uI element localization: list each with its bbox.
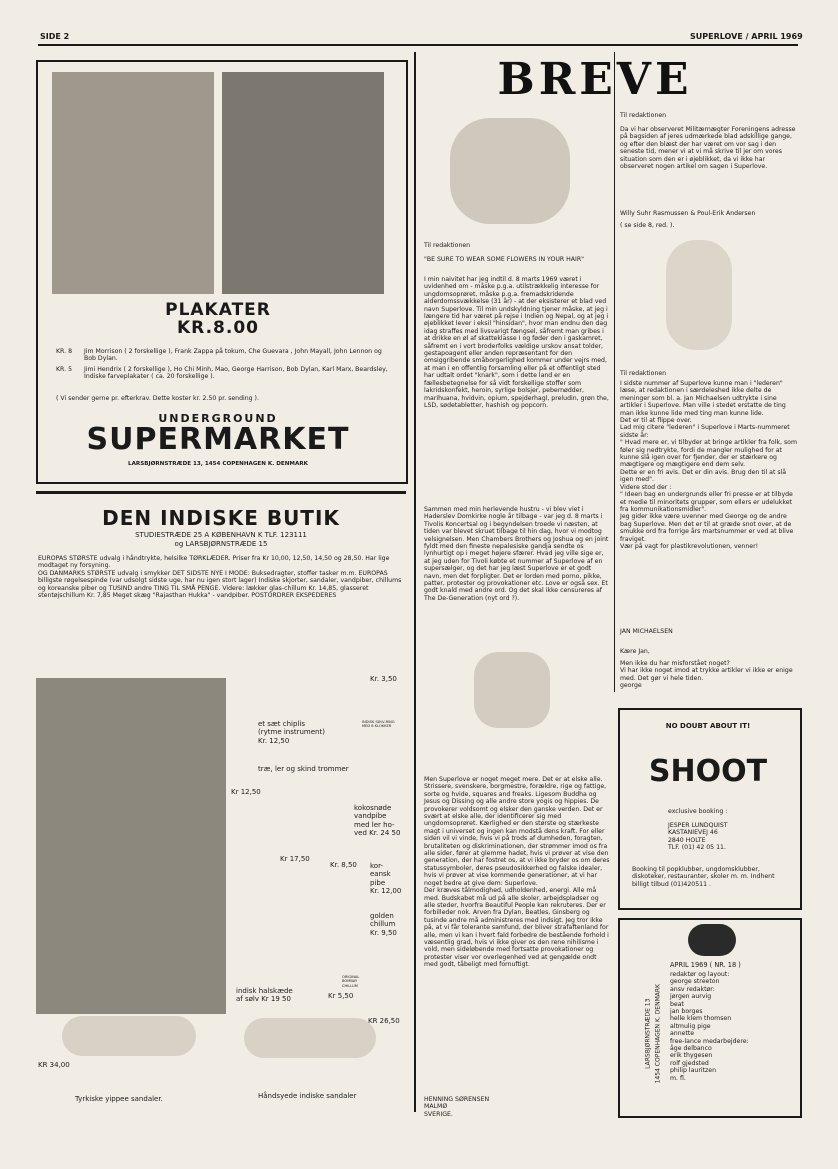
shoot-note: Booking til popklubber, ungdomsklubber, diskoteker, restauranter, skoler m. m. Indhent billigt tilbud (01)420511 . [632, 866, 775, 888]
price-kr1750: Kr 17,50 [280, 855, 310, 863]
page-number: SIDE 2 [40, 32, 70, 41]
price-kr3400: KR 34,00 [38, 1061, 70, 1069]
butik-body: EUROPAS STØRSTE udvalg i håndtrykte, helsilke TØRKLÆDER. Priser fra Kr 10,00, 12,50, 14,50 og 28,50. Har lige modtaget ny forsyning. OG DANMARKS STØRSTE udvalg i smykker DET SIDSTE NYE I MODE: Buksedragter, stoffer tasker m.m. EUROPAS billigste røgelsespinde (var udsolgt sidste uge, har nu igen stort lager) Indiske skjorter, sandaler, vandpiber, chillums og koreanske piber og TUSIND andre TING TIL SMÅ PENGE. Videre: lækker glas-chillum Kr. 14,85, glasseret stentøjschillum Kr. 7,85 Meget skæg "Rajasthan Hukka" - vandpiber. POSTORDRER EKSPEDERES [38, 555, 402, 600]
supermarket-logo: SUPERMARKET [86, 422, 350, 457]
sandal-illustration [62, 1016, 196, 1056]
butik-rule [36, 491, 406, 494]
colophon-address-2: 1454 COPENHAGEN K. DENMARK [654, 984, 662, 1084]
butik-address: STUDIESTRÆDE 25 A KØBENHAVN K TLF. 123111 [135, 531, 307, 539]
chiplis-label: et sæt chiplis (rytme instrument) Kr. 12,50 [258, 720, 325, 745]
underground-label: UNDERGROUND [158, 412, 278, 425]
letter3-sign: JAN MICHAELSEN [620, 628, 673, 635]
hatted-figure-illustration [450, 118, 570, 224]
tyrkiske-label: Tyrkiske yippee sandaler. [75, 1095, 163, 1103]
price-kr1250: Kr 12,50 [231, 788, 261, 796]
jim-morrison-photo [52, 72, 214, 294]
haandsyede-label: Håndsyede indiske sandaler [258, 1092, 357, 1100]
superlove-logo [688, 924, 736, 956]
issue-header: SUPERLOVE / APRIL 1969 [690, 32, 803, 41]
price-kr2650: KR 26,50 [368, 1017, 400, 1025]
reply-body: Men ikke du har misforstået noget? Vi har ikke noget imod at trykke artikler vi ikke er enige med. Det gør vi hele tiden. george [620, 660, 793, 690]
sandal-illustration [244, 1018, 376, 1058]
letter2-sign: HENNING SØRENSEN MALMØ SVERIGE. [424, 1096, 490, 1118]
colophon-staff: redaktør og layout: george streeton ansv redaktør: jørgen aurvig beat jan borges helle klem thomsen altmulig pige annette free-lance medarbejdere: åge delbanco erik thygesen rolf gjedsted philip lauritzen m. fl. [670, 971, 749, 1082]
shoot-booking: exclusive booking : [668, 808, 728, 815]
breve-masthead: BREVE [497, 54, 693, 105]
letter3-body: I sidste nummer af Superlove kunne man i "lederen" læse, at redaktionen i særdeleshed ikke delte de meninger som bl. a. Jan Michaelsen udtrykte i sine artikler i Superlove. Man ville i stedet erstatte de ting man ikke kunne lide med ting man kunne lide. Det er til at flippe over. Lad mig citere "lederen" i Superlove i Marts-nummeret sidste år: " Hvad mere er, vi tilbyder at bringe artikler fra folk, som føler sig nedtrykte, fordi de mangler mulighed for at kunne slå igen over for fjender, der er stærkere og mægtigere og mægtigere end dem selv. Dette er en fri avis. Det er din avis. Brug den til at slå igen med". Videre stod der : " Ideen bag en undergrunds eller fri presse er at tilbyde et medie til minoritets grupper, som ellers er udelukket fra kommunikationsmidler". Jeg gider ikke være uvenner med George og de andre bag Superlove. Men det er til at græde snot over, at de smukke ord fra forrige års martsnummer er ved at blive fraviget. Vær på vagt for plastikrevolutionen, venner! [620, 380, 797, 550]
model-photo [36, 678, 226, 1014]
plakater-title: PLAKATER [165, 300, 271, 320]
bear-balloon-illustration [666, 240, 732, 350]
bombay-label: ORIGINAL BOMBAY CHILLUM [342, 975, 360, 988]
column-divider-right [614, 52, 615, 692]
letter2-body-3: Men Superlove er noget meget mere. Det er at elske alle. Strissere, svenskere, borgmestre, forældre, rige og fattige, sorte og hvide, squares and freaks. Ligesom Buddha og Jesus og Dissing og alle andre store yogis og hippies. De provokerer voldsomt og elsker den ganske verden. Det er svært at elske alle, der identificerer sig med ungdomsoprøret. Kærlighed er den største og stærkeste magt i universet og ingen kan modstå dens kraft. For eller siden vil vi vinde, hvis vi på trods af dumheden, foragten, brutaliteten og diskriminationen, der strømmer imod os fra alle sider, fører at glemme hadet, hvis vi prøver at vise den generation, der har fostret os, at vi ikke bryder os om deres statussymboler, deres pseudosikkerhed og falske idealer, hvis vi prøver at vise kommende generationer, at vi har noget bedre at give dem: Superlove. Der kræves tålmodighed, udholdenhed, energi. Alle må med. Budskabet må ud på alle skoler, arbejdspladser og alle steder, hvorfra Beautiful People kan rekruteres. Der er forbilleder nok. Arven fra Dylan, Beatles, Ginsberg og tusinde andre må administreres med indsigt. Jeg tror ikke på, at vi får tolerante samfund, der bliver strafaftenland for alle, men vi kan i hvert fald forbedre de bestående forhold i væsentlig grad, hvis vi ikke giver os den rene nihilisme i vold, men sideløbende med fortsatte provokationer og protester viser vor overlegenhed ved at gengælde ondt med godt, tåbeligt med fornuftigt. [424, 776, 610, 969]
colophon-address: LARSBJØRNSTRÆDE 13 [644, 998, 652, 1069]
plakater-item-text: Jimi Hendrix ( 2 forskellige ), Ho Chi Minh, Mao, George Harrison, Bob Dylan, Karl Marx, Beardsley, Indiske farveplakater ( ca. 20 forskellige ). [84, 366, 388, 381]
archer-illustration [474, 652, 550, 728]
supermarket-address: LARSBJØRNSTRÆDE 13, 1454 COPENHAGEN K. DENMARK [128, 461, 308, 467]
letter1-to: Til redaktionen [620, 112, 667, 119]
price-kr550: Kr 5,50 [328, 992, 354, 1000]
column-divider [414, 52, 416, 1112]
plakater-item-text: Jim Morrison ( 2 forskellige ), Frank Zappa på tokum, Che Guevara , John Mayall, John Lennon og Bob Dylan. [84, 348, 382, 363]
butik-address-2: og LARSBJØRNSTRÆDE 15 [174, 540, 268, 548]
golden-label: golden chillum Kr. 9,50 [370, 912, 397, 937]
colophon-issue: APRIL 1969 ( NR. 18 ) [670, 961, 741, 969]
trommer-label: træ, ler og skind trommer [258, 765, 349, 773]
letter2-body-2: Sammen med min herlevende hustru - vi blev viet i Haderslev Domkirke nogle år tilbage - var jeg d. 8 marts i Tivolis Koncertsal og i begyndelsen troede vi næsten, at tiden var blevet skruet tilbage til hin dag, hvor vi modtog velsignelsen. Men Chambers Brothers og Joshua og en joint fyldt med den fineste nepalesiske gandja sendte os lynhurtigt op i meget højere sfærer. Hvad jeg ville sige er, at jeg uden for Tivoli købte et nummer af Superlove af en supersælger, og det har jeg læst Superlove er et godt navn, men det forpligter. Det er lorden med porno, pikke, patter, protester og provokationer etc. Love er også sex. Et godt knald med andre ord. Og det skal ikke censureres af The De-Generation (nyt ord ?). [424, 506, 609, 602]
butik-title: DEN INDISKE BUTIK [102, 506, 340, 530]
reply-greeting: Kære Jan, [620, 648, 650, 655]
portrait-photo [222, 72, 384, 294]
letter2-to: Til redaktionen [424, 242, 471, 249]
shoot-address: JESPER LUNDQUIST KASTANIEVEJ 46 2840 HOLTE TLF. (01) 42 05 11. [668, 822, 728, 852]
price-kr850: Kr. 8,50 [330, 861, 357, 869]
header-rule [38, 44, 798, 46]
letter1-body: Da vi har observeret Militærnægter Foreningens adresse på bagsiden af jeres udmærkede blad adskillige gange, og efter den blæst der har været om vor sag i den seneste tid, mener vi at vi må skrive til jer om vores situation som den er i øjeblikket, da vi ikke har observeret nogen artikel om sagen i Superlove. [620, 126, 796, 171]
klokker-label: INDISK SØLV-RING MED 8 KLOKKER [362, 720, 395, 729]
letter1-sign: Willy Suhr Rasmussen & Poul-Erik Andersen [620, 210, 756, 217]
price-kr350: Kr. 3,50 [370, 675, 397, 683]
letter2-subject: "BE SURE TO WEAR SOME FLOWERS IN YOUR HAIR" [424, 256, 585, 263]
letter1-ref: ( se side 8, red. ). [620, 222, 675, 229]
letter3-to: Til redaktionen [620, 370, 667, 377]
plakater-item-code: KR. 5 [56, 366, 73, 373]
shoot-title: SHOOT [648, 754, 768, 789]
plakater-note: ( Vi sender gerne pr. efterkrav. Dette koster kr. 2.50 pr. sending ). [56, 395, 259, 402]
shoot-tagline: NO DOUBT ABOUT IT! [665, 722, 751, 730]
letter2-body: I min naivitet har jeg indtil d. 8 marts 1969 været i uvidenhed om - måske p.g.a. utilstrækkelig interesse for ungdomsoprøret, måske p.g.a. fremadskridende alderdomssvækkelse (31 år) - at der eksisterer et blad ved navn Superlove. Til min undskyldning tjener måske, at jeg i længere tid har været på rejse i Indien og Nepal, og at jeg i øjeblikket lever i eksil "hinsidan", hvor man endnu den dag idag straffes med livsvarigt fængsel, såfremt man gribes i at drikke en øl af skatteklasse I og føder den i gaskamret, såfremt en i vort broderfolks vældige urskov ansat tolder, gestapoagent eller anden repræsentant for den omsiggribende småborgerlighed kommer under vejrs med, at man i en offentlig forsamling eller på et offentligt sted har udtalt ordet "knark", som i dette land er en fællesbetegnelse for så vidt forskellige stoffer som lakridskonfekt, heroin, syrlige bolsjer, pebernødder, marihuana, hvidvin, opium, spejderhagl, preludin, grøn the, LSD, sødetabletter, hashish og popcorn. [424, 276, 609, 409]
koreansk-label: kor- eansk pibe Kr. 12,00 [370, 862, 402, 896]
plakater-price: KR.8.00 [177, 318, 259, 338]
kokosnoede-label: kokosnøde vandpibe med ler ho- ved Kr. 24 50 [354, 804, 401, 838]
halskaede-label: indisk halskæde af sølv Kr 19 50 [236, 987, 293, 1004]
plakater-item-code: KR. 8 [56, 348, 73, 355]
